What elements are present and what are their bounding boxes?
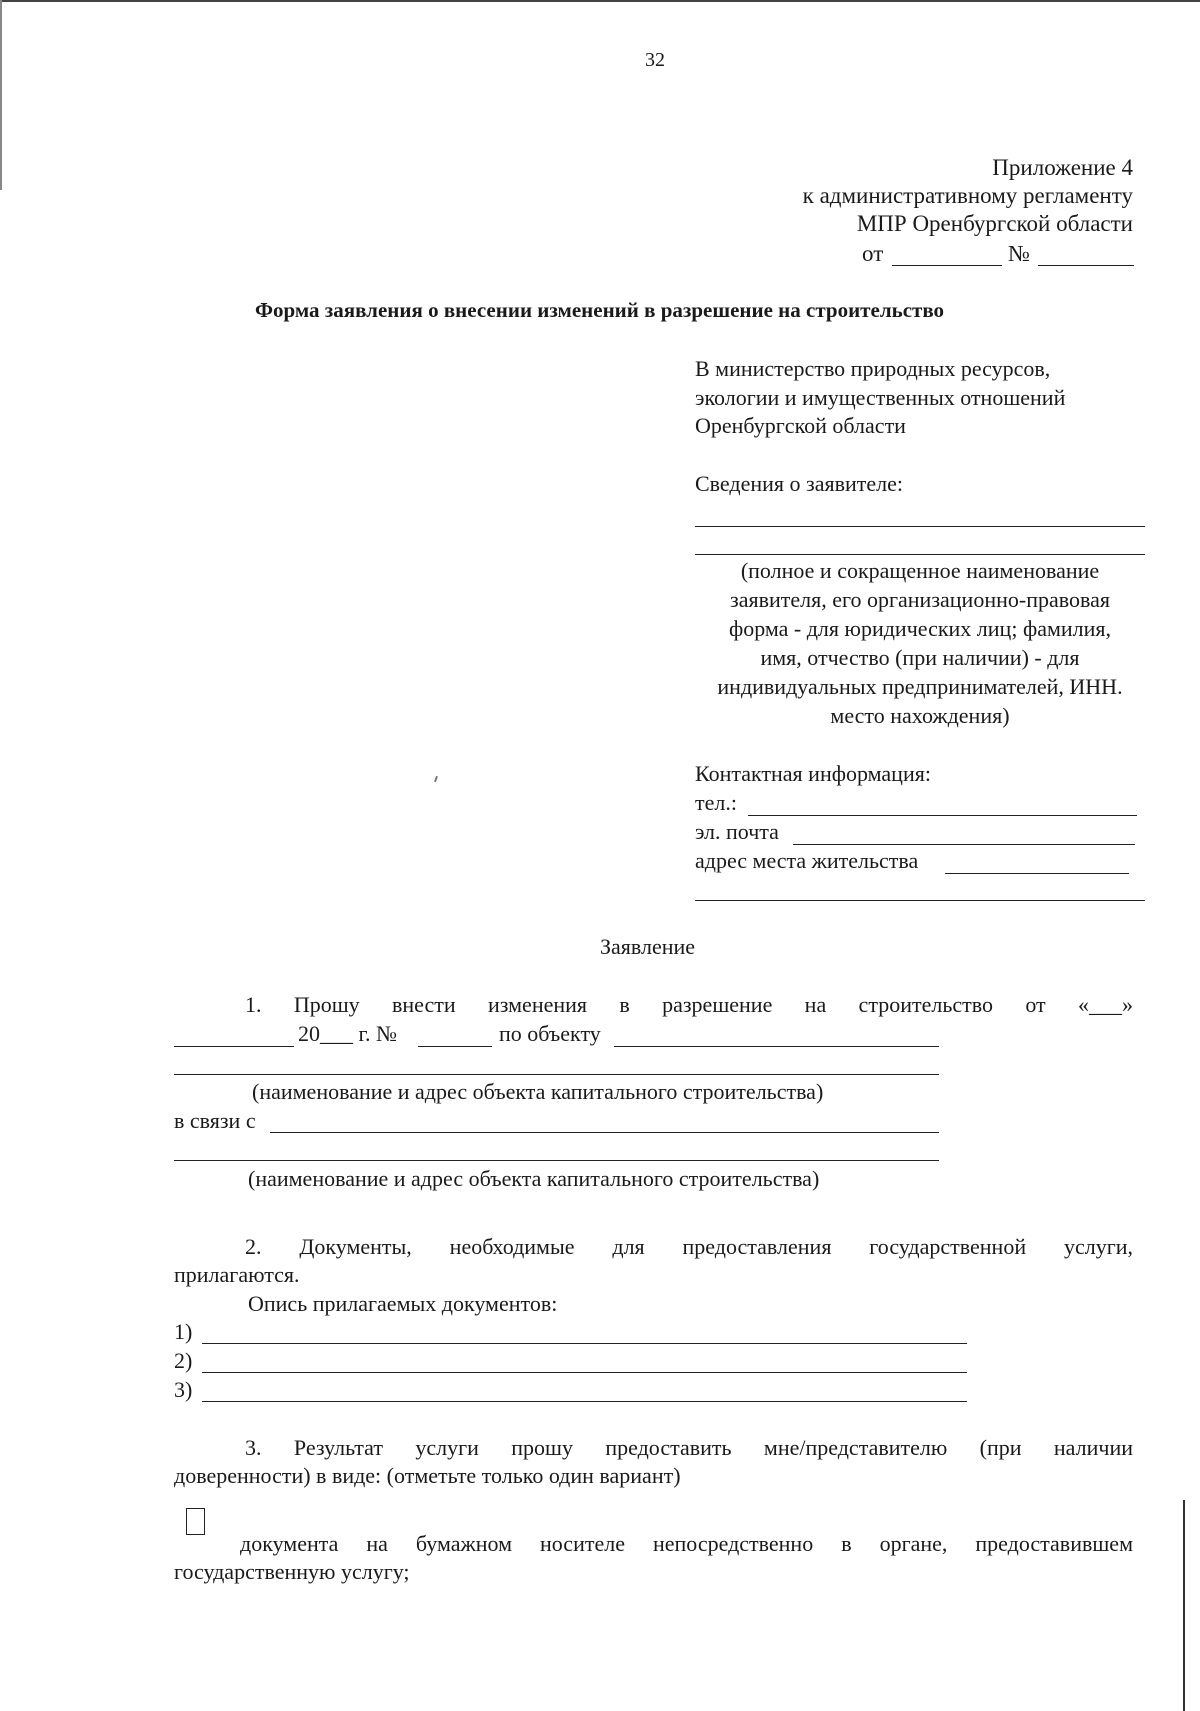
item1-reason-label: в связи с xyxy=(174,1108,256,1133)
applicant-blank-1 xyxy=(695,526,1145,527)
item1-line-1: 1. Прошу внести изменения в разрешение на строительство от «___» xyxy=(245,992,1133,1017)
item1-year-label: 20___ г. № xyxy=(298,1021,398,1046)
item2-inventory-label: Опись прилагаемых документов: xyxy=(248,1291,558,1316)
appendix-number-blank xyxy=(1038,265,1134,266)
item1-reason-blank-2 xyxy=(174,1160,939,1161)
inventory-row-1-blank xyxy=(202,1343,967,1344)
addressee-line-3: Оренбургской области xyxy=(695,413,906,438)
statement-title: Заявление xyxy=(600,934,696,959)
address-blank-2 xyxy=(695,900,1145,901)
address-blank xyxy=(945,873,1129,874)
inventory-row-2-label: 2) xyxy=(174,1348,193,1373)
appendix-date-label: от xyxy=(862,241,884,266)
applicant-note-2: заявителя, его организационно-правовая xyxy=(730,587,1110,612)
applicant-note-6: место нахождения) xyxy=(830,703,1010,728)
option-paper-line-1: документа на бумажном носителе непосредственно в органе, предоставившем xyxy=(240,1531,1133,1556)
phone-label: тел.: xyxy=(695,790,737,815)
addressee-line-2: экологии и имущественных отношений xyxy=(695,385,1066,410)
item1-note-1: (наименование и адрес объекта капитального строительства) xyxy=(252,1079,824,1104)
applicant-note-4: имя, отчество (при наличии) - для xyxy=(760,645,1080,670)
applicant-note-3: форма - для юридических лиц; фамилия, xyxy=(728,616,1112,641)
item1-date-blank xyxy=(174,1046,294,1047)
applicant-note-5: индивидуальных предпринимателей, ИНН. xyxy=(717,674,1123,699)
scan-edge-top xyxy=(0,0,1200,2)
scan-edge-right xyxy=(1183,1500,1185,1711)
inventory-row-3-label: 3) xyxy=(174,1377,193,1402)
inventory-row-3-blank xyxy=(202,1401,967,1402)
item1-object-label: по объекту xyxy=(499,1021,601,1046)
page-number: 32 xyxy=(645,49,665,71)
appendix-line-3: МПР Оренбургской области xyxy=(856,211,1133,236)
appendix-line-2: к административному регламенту xyxy=(802,183,1133,208)
appendix-number-label: № xyxy=(1008,241,1030,266)
form-title: Форма заявления о внесении изменений в разрешение на строительство xyxy=(255,298,945,322)
item3-line-2: доверенности) в виде: (отметьте только один вариант) xyxy=(174,1463,681,1488)
option-paper-line-2: государственную услугу; xyxy=(174,1559,410,1584)
appendix-date-blank xyxy=(892,265,1002,266)
item1-reason-blank xyxy=(270,1132,939,1133)
address-label: адрес места жительства xyxy=(695,848,919,873)
item1-object-blank xyxy=(614,1046,939,1047)
item1-object-blank-2 xyxy=(174,1074,939,1075)
item2-line-2: прилагаются. xyxy=(174,1262,300,1287)
email-blank xyxy=(793,844,1135,845)
item2-line-1: 2. Документы, необходимые для предоставления государственной услуги, xyxy=(245,1234,1133,1259)
scan-edge-left xyxy=(0,0,2,190)
applicant-blank-2 xyxy=(695,554,1145,555)
option-paper-checkbox[interactable] xyxy=(186,1508,205,1535)
contacts-label: Контактная информация: xyxy=(695,761,931,786)
inventory-row-2-blank xyxy=(202,1372,967,1373)
item3-line-1: 3. Результат услуги прошу предоставить мне/представителю (при наличии xyxy=(245,1435,1133,1460)
email-label: эл. почта xyxy=(695,819,779,844)
scan-speck xyxy=(434,776,438,782)
applicant-note-1: (полное и сокращенное наименование xyxy=(740,558,1100,583)
inventory-row-1-label: 1) xyxy=(174,1319,193,1344)
phone-blank xyxy=(748,815,1137,816)
item1-number-blank xyxy=(418,1046,492,1047)
addressee-line-1: В министерство природных ресурсов, xyxy=(695,356,1051,381)
appendix-line-1: Приложение 4 xyxy=(992,155,1133,180)
item1-note-2: (наименование и адрес объекта капитального строительства) xyxy=(248,1166,820,1191)
applicant-label: Сведения о заявителе: xyxy=(695,471,904,496)
